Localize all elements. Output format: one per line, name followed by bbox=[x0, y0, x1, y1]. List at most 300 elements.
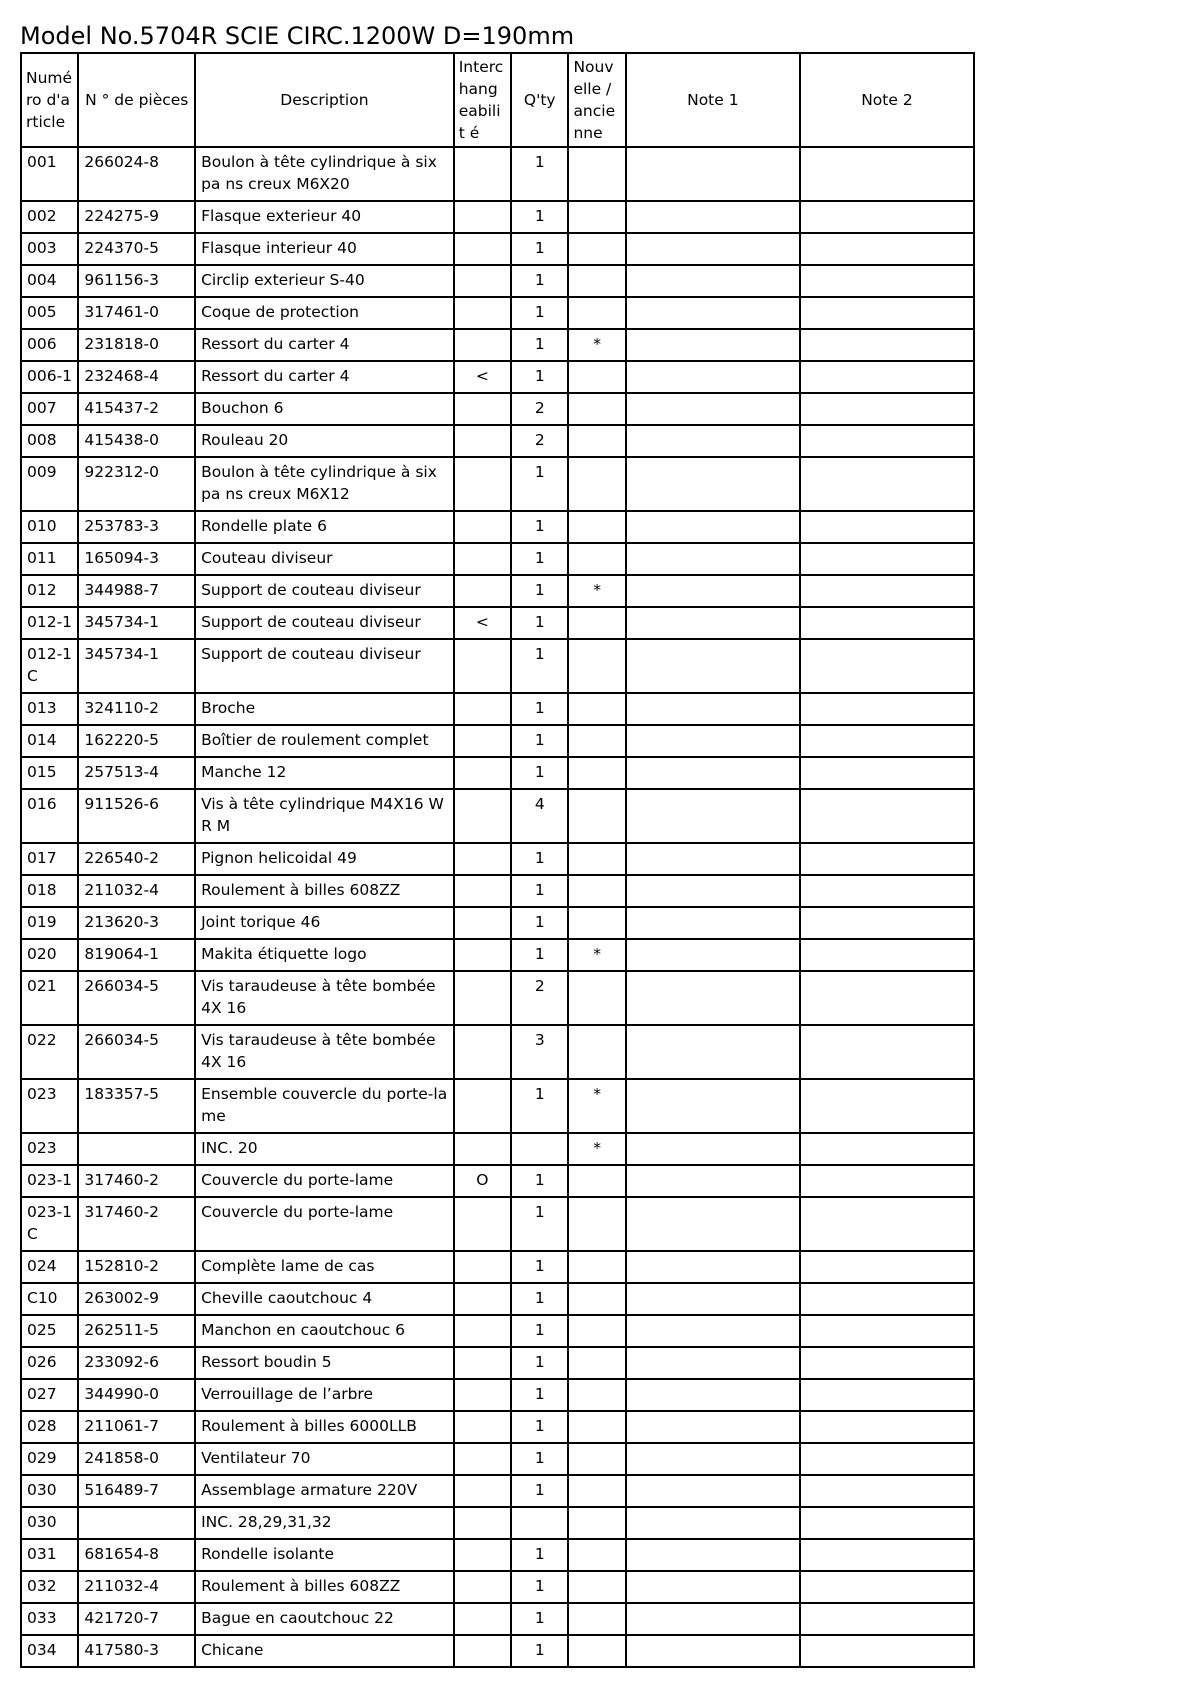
cell-interchangeability bbox=[454, 1347, 511, 1379]
cell-interchangeability bbox=[454, 693, 511, 725]
cell-new-old bbox=[568, 233, 625, 265]
cell-part-no: 961156-3 bbox=[78, 265, 195, 297]
cell-qty: 1 bbox=[511, 1571, 568, 1603]
cell-interchangeability bbox=[454, 425, 511, 457]
cell-new-old: * bbox=[568, 1079, 625, 1133]
cell-interchangeability bbox=[454, 1379, 511, 1411]
cell-new-old bbox=[568, 639, 625, 693]
cell-item-no: 012 bbox=[21, 575, 78, 607]
cell-note-2 bbox=[800, 1283, 974, 1315]
cell-qty: 1 bbox=[511, 1411, 568, 1443]
table-row bbox=[21, 1635, 974, 1667]
cell-description: Cheville caoutchouc 4 bbox=[195, 1283, 454, 1315]
cell-note-2 bbox=[800, 575, 974, 607]
cell-note-1 bbox=[626, 575, 800, 607]
cell-item-no: 023-1 bbox=[21, 1165, 78, 1197]
cell-note-1 bbox=[626, 843, 800, 875]
cell-part-no: 257513-4 bbox=[78, 757, 195, 789]
cell-new-old: * bbox=[568, 575, 625, 607]
cell-interchangeability bbox=[454, 1025, 511, 1079]
cell-new-old bbox=[568, 1165, 625, 1197]
cell-qty: 1 bbox=[511, 1197, 568, 1251]
cell-new-old bbox=[568, 425, 625, 457]
cell-note-1 bbox=[626, 265, 800, 297]
cell-note-1 bbox=[626, 329, 800, 361]
cell-new-old bbox=[568, 693, 625, 725]
cell-interchangeability bbox=[454, 1197, 511, 1251]
cell-part-no: 213620-3 bbox=[78, 907, 195, 939]
table-row bbox=[21, 361, 974, 393]
cell-item-no: 009 bbox=[21, 457, 78, 511]
cell-part-no: 317460-2 bbox=[78, 1165, 195, 1197]
cell-part-no bbox=[78, 1507, 195, 1539]
table-row bbox=[21, 575, 974, 607]
header-row bbox=[21, 53, 974, 147]
cell-qty: 1 bbox=[511, 725, 568, 757]
cell-new-old bbox=[568, 1603, 625, 1635]
cell-note-2 bbox=[800, 725, 974, 757]
cell-description: Ressort boudin 5 bbox=[195, 1347, 454, 1379]
cell-part-no: 922312-0 bbox=[78, 457, 195, 511]
cell-qty: 1 bbox=[511, 233, 568, 265]
cell-new-old: * bbox=[568, 1133, 625, 1165]
cell-qty: 1 bbox=[511, 511, 568, 543]
cell-part-no: 344990-0 bbox=[78, 1379, 195, 1411]
cell-item-no: 023-1 C bbox=[21, 1197, 78, 1251]
cell-description: Boîtier de roulement complet bbox=[195, 725, 454, 757]
cell-qty: 1 bbox=[511, 1475, 568, 1507]
table-row bbox=[21, 1507, 974, 1539]
cell-qty: 1 bbox=[511, 147, 568, 201]
cell-note-2 bbox=[800, 1571, 974, 1603]
table-row bbox=[21, 1133, 974, 1165]
parts-table bbox=[20, 52, 975, 1668]
cell-qty: 1 bbox=[511, 757, 568, 789]
cell-note-2 bbox=[800, 757, 974, 789]
cell-new-old bbox=[568, 907, 625, 939]
table-row bbox=[21, 939, 974, 971]
cell-part-no: 233092-6 bbox=[78, 1347, 195, 1379]
cell-note-2 bbox=[800, 1475, 974, 1507]
cell-interchangeability bbox=[454, 1133, 511, 1165]
cell-note-1 bbox=[626, 1379, 800, 1411]
header-new-old: Nouv elle / ancie nne bbox=[568, 53, 625, 147]
cell-description: Bouchon 6 bbox=[195, 393, 454, 425]
cell-note-1 bbox=[626, 1251, 800, 1283]
cell-item-no: 019 bbox=[21, 907, 78, 939]
cell-interchangeability bbox=[454, 511, 511, 543]
cell-item-no: 007 bbox=[21, 393, 78, 425]
cell-note-2 bbox=[800, 543, 974, 575]
cell-new-old bbox=[568, 971, 625, 1025]
cell-description: Circlip exterieur S-40 bbox=[195, 265, 454, 297]
cell-note-2 bbox=[800, 1133, 974, 1165]
cell-part-no: 162220-5 bbox=[78, 725, 195, 757]
cell-note-2 bbox=[800, 1197, 974, 1251]
cell-note-2 bbox=[800, 511, 974, 543]
cell-part-no: 211032-4 bbox=[78, 1571, 195, 1603]
cell-part-no bbox=[78, 1133, 195, 1165]
table-row bbox=[21, 693, 974, 725]
cell-qty: 1 bbox=[511, 1079, 568, 1133]
cell-qty: 1 bbox=[511, 361, 568, 393]
cell-part-no: 415438-0 bbox=[78, 425, 195, 457]
cell-note-2 bbox=[800, 147, 974, 201]
table-row bbox=[21, 875, 974, 907]
table-row bbox=[21, 393, 974, 425]
table-row bbox=[21, 639, 974, 693]
cell-note-2 bbox=[800, 1507, 974, 1539]
cell-interchangeability bbox=[454, 1251, 511, 1283]
header-description: Description bbox=[195, 53, 454, 147]
document-title: Model No.5704R SCIE CIRC.1200W D=190mm bbox=[20, 22, 575, 50]
cell-part-no: 417580-3 bbox=[78, 1635, 195, 1667]
cell-part-no: 224275-9 bbox=[78, 201, 195, 233]
cell-part-no: 516489-7 bbox=[78, 1475, 195, 1507]
cell-new-old: * bbox=[568, 939, 625, 971]
cell-note-1 bbox=[626, 511, 800, 543]
cell-note-2 bbox=[800, 361, 974, 393]
cell-description: Vis à tête cylindrique M4X16 WR M bbox=[195, 789, 454, 843]
cell-qty: 2 bbox=[511, 425, 568, 457]
cell-qty: 1 bbox=[511, 907, 568, 939]
table-header bbox=[21, 53, 974, 147]
cell-note-2 bbox=[800, 789, 974, 843]
cell-qty: 1 bbox=[511, 457, 568, 511]
cell-note-2 bbox=[800, 1603, 974, 1635]
cell-new-old bbox=[568, 1251, 625, 1283]
cell-note-2 bbox=[800, 201, 974, 233]
cell-description: Roulement à billes 608ZZ bbox=[195, 1571, 454, 1603]
cell-item-no: 010 bbox=[21, 511, 78, 543]
cell-note-2 bbox=[800, 329, 974, 361]
cell-interchangeability bbox=[454, 575, 511, 607]
cell-item-no: 013 bbox=[21, 693, 78, 725]
cell-new-old bbox=[568, 543, 625, 575]
cell-interchangeability bbox=[454, 1539, 511, 1571]
table-row bbox=[21, 1379, 974, 1411]
cell-description: Bague en caoutchouc 22 bbox=[195, 1603, 454, 1635]
table-row bbox=[21, 1283, 974, 1315]
cell-qty: 1 bbox=[511, 575, 568, 607]
cell-note-1 bbox=[626, 693, 800, 725]
table-row bbox=[21, 147, 974, 201]
cell-description: Rondelle plate 6 bbox=[195, 511, 454, 543]
cell-item-no: 022 bbox=[21, 1025, 78, 1079]
cell-interchangeability bbox=[454, 147, 511, 201]
cell-item-no: 027 bbox=[21, 1379, 78, 1411]
cell-qty: 2 bbox=[511, 393, 568, 425]
cell-note-2 bbox=[800, 939, 974, 971]
cell-description: Joint torique 46 bbox=[195, 907, 454, 939]
cell-part-no: 317460-2 bbox=[78, 1197, 195, 1251]
cell-item-no: 034 bbox=[21, 1635, 78, 1667]
cell-description: Support de couteau diviseur bbox=[195, 639, 454, 693]
cell-part-no: 165094-3 bbox=[78, 543, 195, 575]
cell-item-no: 030 bbox=[21, 1507, 78, 1539]
cell-part-no: 232468-4 bbox=[78, 361, 195, 393]
table-row bbox=[21, 789, 974, 843]
cell-note-1 bbox=[626, 789, 800, 843]
cell-qty: 1 bbox=[511, 543, 568, 575]
header-item-no: Numé ro d'a rticle bbox=[21, 53, 78, 147]
cell-new-old bbox=[568, 201, 625, 233]
cell-interchangeability bbox=[454, 1475, 511, 1507]
cell-note-2 bbox=[800, 1315, 974, 1347]
cell-new-old bbox=[568, 789, 625, 843]
cell-note-2 bbox=[800, 607, 974, 639]
cell-interchangeability bbox=[454, 1315, 511, 1347]
cell-note-1 bbox=[626, 297, 800, 329]
cell-note-2 bbox=[800, 1251, 974, 1283]
cell-qty: 1 bbox=[511, 1251, 568, 1283]
cell-qty: 1 bbox=[511, 329, 568, 361]
cell-interchangeability bbox=[454, 1571, 511, 1603]
table-row bbox=[21, 329, 974, 361]
cell-note-2 bbox=[800, 1411, 974, 1443]
cell-part-no: 183357-5 bbox=[78, 1079, 195, 1133]
cell-item-no: 028 bbox=[21, 1411, 78, 1443]
cell-interchangeability bbox=[454, 639, 511, 693]
cell-part-no: 324110-2 bbox=[78, 693, 195, 725]
cell-description: Pignon helicoidal 49 bbox=[195, 843, 454, 875]
cell-item-no: 005 bbox=[21, 297, 78, 329]
cell-qty: 1 bbox=[511, 875, 568, 907]
table-row bbox=[21, 511, 974, 543]
cell-interchangeability bbox=[454, 1079, 511, 1133]
cell-interchangeability bbox=[454, 725, 511, 757]
cell-qty: 3 bbox=[511, 1025, 568, 1079]
table-row bbox=[21, 1079, 974, 1133]
cell-new-old bbox=[568, 843, 625, 875]
cell-note-1 bbox=[626, 1347, 800, 1379]
cell-interchangeability bbox=[454, 265, 511, 297]
cell-item-no: 006 bbox=[21, 329, 78, 361]
cell-description: Manche 12 bbox=[195, 757, 454, 789]
cell-new-old bbox=[568, 1443, 625, 1475]
table-row bbox=[21, 1347, 974, 1379]
cell-interchangeability bbox=[454, 789, 511, 843]
cell-note-2 bbox=[800, 693, 974, 725]
table-row bbox=[21, 725, 974, 757]
cell-qty: 1 bbox=[511, 939, 568, 971]
cell-item-no: 017 bbox=[21, 843, 78, 875]
cell-qty: 1 bbox=[511, 1443, 568, 1475]
cell-item-no: 026 bbox=[21, 1347, 78, 1379]
table-row bbox=[21, 607, 974, 639]
cell-description: INC. 20 bbox=[195, 1133, 454, 1165]
cell-interchangeability bbox=[454, 329, 511, 361]
table-row bbox=[21, 1571, 974, 1603]
cell-new-old bbox=[568, 1571, 625, 1603]
cell-description: Flasque interieur 40 bbox=[195, 233, 454, 265]
cell-note-1 bbox=[626, 1079, 800, 1133]
cell-description: Complète lame de cas bbox=[195, 1251, 454, 1283]
cell-new-old bbox=[568, 1347, 625, 1379]
cell-description: Rondelle isolante bbox=[195, 1539, 454, 1571]
cell-note-1 bbox=[626, 607, 800, 639]
cell-item-no: 020 bbox=[21, 939, 78, 971]
cell-new-old bbox=[568, 607, 625, 639]
cell-note-1 bbox=[626, 1603, 800, 1635]
cell-item-no: 025 bbox=[21, 1315, 78, 1347]
cell-part-no: 231818-0 bbox=[78, 329, 195, 361]
cell-note-2 bbox=[800, 1079, 974, 1133]
table-row bbox=[21, 907, 974, 939]
cell-item-no: 001 bbox=[21, 147, 78, 201]
table-row bbox=[21, 425, 974, 457]
cell-description: Assemblage armature 220V bbox=[195, 1475, 454, 1507]
cell-qty: 1 bbox=[511, 843, 568, 875]
cell-description: Vis taraudeuse à tête bombée 4X 16 bbox=[195, 1025, 454, 1079]
cell-part-no: 211061-7 bbox=[78, 1411, 195, 1443]
cell-note-2 bbox=[800, 843, 974, 875]
cell-part-no: 266034-5 bbox=[78, 971, 195, 1025]
cell-description: Ressort du carter 4 bbox=[195, 361, 454, 393]
cell-description: Couvercle du porte-lame bbox=[195, 1165, 454, 1197]
cell-item-no: 006-1 bbox=[21, 361, 78, 393]
cell-note-2 bbox=[800, 425, 974, 457]
header-note-1: Note 1 bbox=[626, 53, 800, 147]
cell-new-old bbox=[568, 757, 625, 789]
table-row bbox=[21, 1411, 974, 1443]
cell-interchangeability bbox=[454, 757, 511, 789]
cell-note-1 bbox=[626, 1133, 800, 1165]
cell-note-2 bbox=[800, 457, 974, 511]
cell-interchangeability bbox=[454, 1635, 511, 1667]
cell-description: Support de couteau diviseur bbox=[195, 607, 454, 639]
cell-qty: 4 bbox=[511, 789, 568, 843]
cell-description: Verrouillage de l’arbre bbox=[195, 1379, 454, 1411]
cell-new-old: * bbox=[568, 329, 625, 361]
cell-note-1 bbox=[626, 725, 800, 757]
cell-item-no: 004 bbox=[21, 265, 78, 297]
cell-note-2 bbox=[800, 393, 974, 425]
cell-qty: 1 bbox=[511, 1283, 568, 1315]
cell-interchangeability: < bbox=[454, 361, 511, 393]
cell-item-no: 011 bbox=[21, 543, 78, 575]
cell-interchangeability bbox=[454, 875, 511, 907]
cell-item-no: 029 bbox=[21, 1443, 78, 1475]
cell-note-1 bbox=[626, 1197, 800, 1251]
table-row bbox=[21, 843, 974, 875]
cell-note-1 bbox=[626, 939, 800, 971]
cell-qty: 1 bbox=[511, 1347, 568, 1379]
cell-part-no: 415437-2 bbox=[78, 393, 195, 425]
cell-part-no: 266024-8 bbox=[78, 147, 195, 201]
cell-note-1 bbox=[626, 1283, 800, 1315]
cell-new-old bbox=[568, 725, 625, 757]
cell-description: Boulon à tête cylindrique à six pa ns creux M6X20 bbox=[195, 147, 454, 201]
cell-qty: 1 bbox=[511, 1635, 568, 1667]
cell-new-old bbox=[568, 1635, 625, 1667]
cell-item-no: 032 bbox=[21, 1571, 78, 1603]
cell-note-2 bbox=[800, 233, 974, 265]
header-note-2: Note 2 bbox=[800, 53, 974, 147]
cell-note-2 bbox=[800, 1443, 974, 1475]
table-row bbox=[21, 1251, 974, 1283]
table-row bbox=[21, 1165, 974, 1197]
cell-interchangeability bbox=[454, 1283, 511, 1315]
cell-note-2 bbox=[800, 1165, 974, 1197]
cell-interchangeability bbox=[454, 1603, 511, 1635]
table-row bbox=[21, 971, 974, 1025]
cell-part-no: 241858-0 bbox=[78, 1443, 195, 1475]
cell-part-no: 253783-3 bbox=[78, 511, 195, 543]
cell-interchangeability bbox=[454, 971, 511, 1025]
cell-qty bbox=[511, 1507, 568, 1539]
table-row bbox=[21, 201, 974, 233]
cell-note-2 bbox=[800, 639, 974, 693]
cell-description: Broche bbox=[195, 693, 454, 725]
cell-interchangeability: O bbox=[454, 1165, 511, 1197]
cell-description: Flasque exterieur 40 bbox=[195, 201, 454, 233]
cell-qty: 1 bbox=[511, 297, 568, 329]
cell-note-1 bbox=[626, 1539, 800, 1571]
cell-qty: 1 bbox=[511, 1539, 568, 1571]
cell-description: Chicane bbox=[195, 1635, 454, 1667]
cell-interchangeability bbox=[454, 1507, 511, 1539]
cell-description: Roulement à billes 6000LLB bbox=[195, 1411, 454, 1443]
table-row bbox=[21, 757, 974, 789]
cell-description: Vis taraudeuse à tête bombée 4X 16 bbox=[195, 971, 454, 1025]
cell-description: Roulement à billes 608ZZ bbox=[195, 875, 454, 907]
cell-item-no: 014 bbox=[21, 725, 78, 757]
cell-note-1 bbox=[626, 147, 800, 201]
cell-part-no: 266034-5 bbox=[78, 1025, 195, 1079]
table-row bbox=[21, 1603, 974, 1635]
cell-note-1 bbox=[626, 543, 800, 575]
cell-note-1 bbox=[626, 971, 800, 1025]
cell-note-1 bbox=[626, 1411, 800, 1443]
cell-item-no: 012-1 C bbox=[21, 639, 78, 693]
cell-note-1 bbox=[626, 457, 800, 511]
cell-description: Coque de protection bbox=[195, 297, 454, 329]
cell-part-no: 262511-5 bbox=[78, 1315, 195, 1347]
cell-description: Couvercle du porte-lame bbox=[195, 1197, 454, 1251]
cell-note-2 bbox=[800, 1635, 974, 1667]
cell-note-1 bbox=[626, 757, 800, 789]
cell-item-no: 031 bbox=[21, 1539, 78, 1571]
cell-item-no: 015 bbox=[21, 757, 78, 789]
table-row bbox=[21, 1197, 974, 1251]
cell-description: Couteau diviseur bbox=[195, 543, 454, 575]
cell-qty: 1 bbox=[511, 693, 568, 725]
cell-new-old bbox=[568, 1315, 625, 1347]
table-row bbox=[21, 1443, 974, 1475]
cell-qty: 1 bbox=[511, 265, 568, 297]
cell-note-2 bbox=[800, 971, 974, 1025]
cell-note-2 bbox=[800, 1025, 974, 1079]
cell-note-1 bbox=[626, 1025, 800, 1079]
cell-new-old bbox=[568, 1197, 625, 1251]
cell-interchangeability bbox=[454, 393, 511, 425]
cell-new-old bbox=[568, 875, 625, 907]
cell-item-no: 002 bbox=[21, 201, 78, 233]
cell-interchangeability bbox=[454, 457, 511, 511]
cell-new-old bbox=[568, 457, 625, 511]
table-row bbox=[21, 233, 974, 265]
cell-item-no: 008 bbox=[21, 425, 78, 457]
cell-note-2 bbox=[800, 1539, 974, 1571]
cell-note-2 bbox=[800, 1379, 974, 1411]
cell-description: Ressort du carter 4 bbox=[195, 329, 454, 361]
cell-qty: 2 bbox=[511, 971, 568, 1025]
table-row bbox=[21, 457, 974, 511]
cell-part-no: 345734-1 bbox=[78, 607, 195, 639]
cell-note-2 bbox=[800, 907, 974, 939]
cell-qty: 1 bbox=[511, 201, 568, 233]
